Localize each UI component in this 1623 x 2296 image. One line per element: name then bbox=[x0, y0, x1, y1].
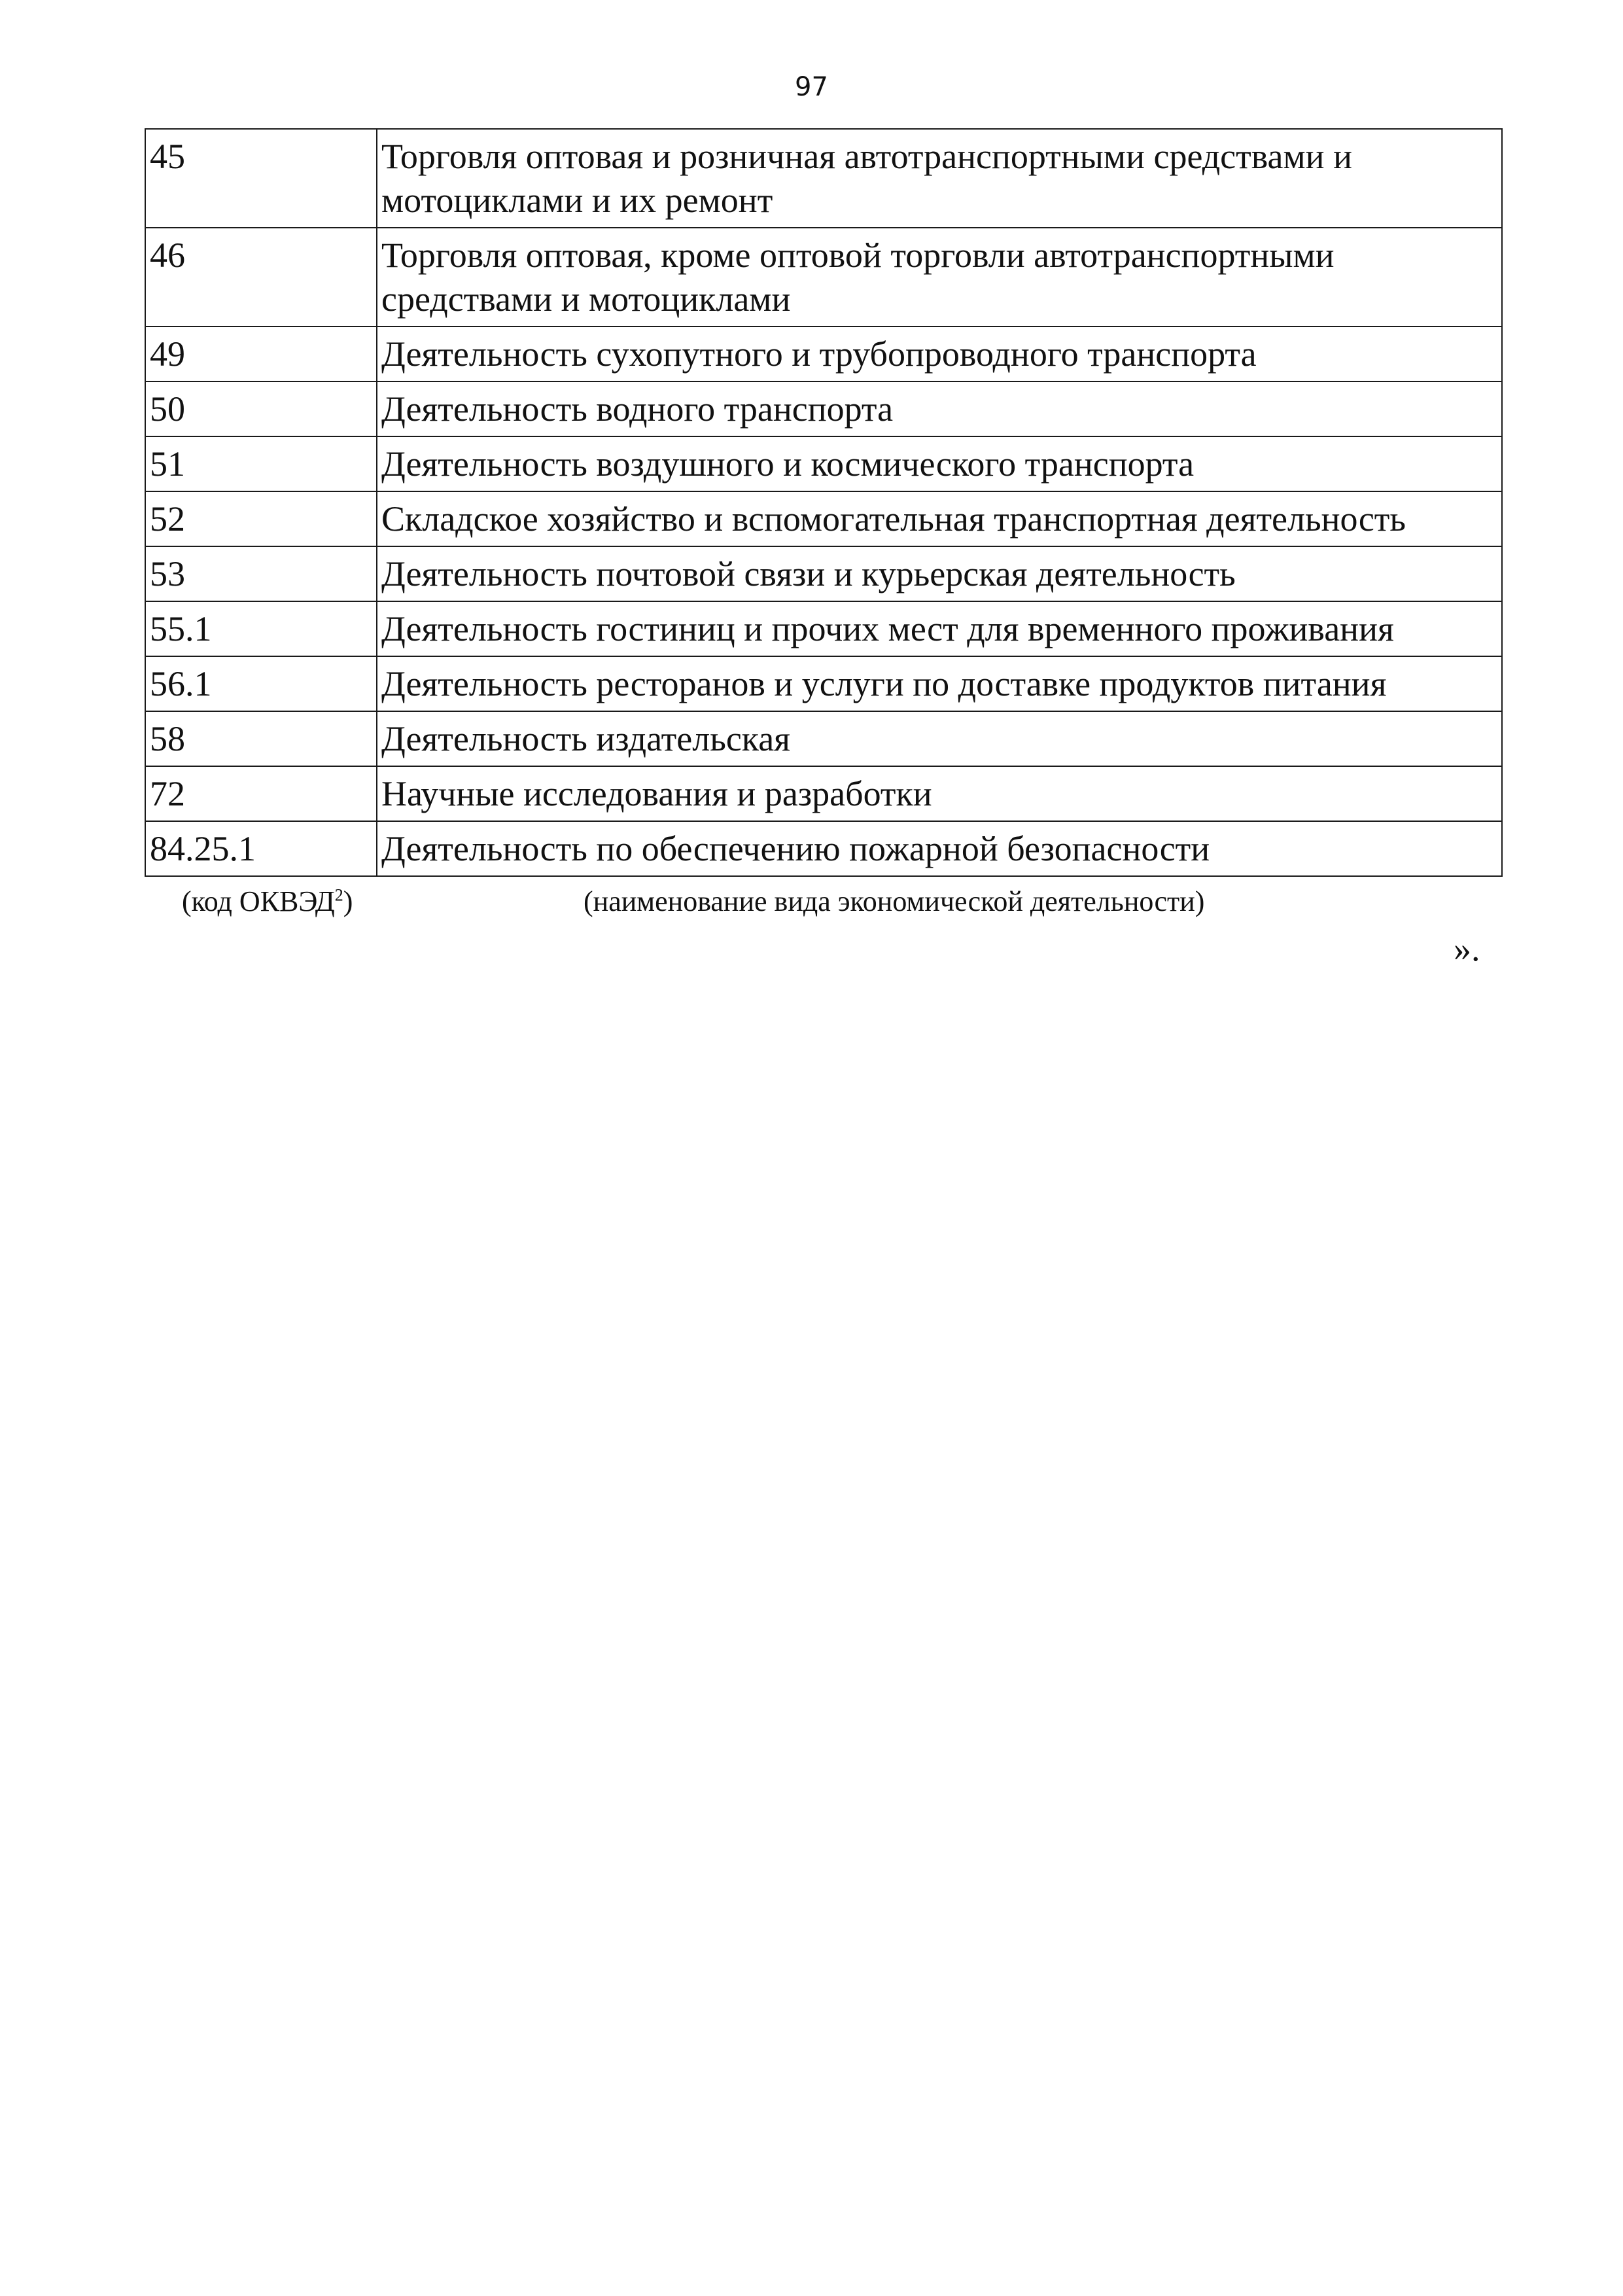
closing-quote-mark: ». bbox=[1454, 929, 1480, 968]
table-row bbox=[145, 546, 1502, 601]
okved-code-cell: 51 bbox=[145, 436, 377, 491]
activity-name-cell: Деятельность воздушного и космического транспорта bbox=[377, 436, 1502, 491]
activity-name-cell: Складское хозяйство и вспомогательная транспортная деятельность bbox=[377, 491, 1502, 546]
table-row bbox=[145, 228, 1502, 327]
table-row bbox=[145, 821, 1502, 876]
code-column-caption bbox=[182, 883, 353, 920]
activity-name-cell: Деятельность почтовой связи и курьерская деятельность bbox=[377, 546, 1502, 601]
activity-name-cell: Деятельность сухопутного и трубопроводного транспорта bbox=[377, 327, 1502, 381]
activity-name-cell: Деятельность издательская bbox=[377, 711, 1502, 766]
activity-name-cell: Деятельность по обеспечению пожарной безопасности bbox=[377, 821, 1502, 876]
activity-name-cell: Деятельность ресторанов и услуги по доставке продуктов питания bbox=[377, 656, 1502, 711]
code-caption-prefix: (код ОКВЭД bbox=[182, 885, 335, 917]
okved-code-cell: 49 bbox=[145, 327, 377, 381]
page-number: 97 bbox=[795, 72, 828, 102]
okved-code-cell: 84.25.1 bbox=[145, 821, 377, 876]
activity-name-cell: Деятельность гостиниц и прочих мест для временного проживания bbox=[377, 601, 1502, 656]
table-row bbox=[145, 491, 1502, 546]
name-column-caption: (наименование вида экономической деятельности) bbox=[584, 885, 1205, 917]
okved-code-cell: 56.1 bbox=[145, 656, 377, 711]
okved-code-cell: 50 bbox=[145, 381, 377, 436]
table-row bbox=[145, 129, 1502, 228]
activity-name-cell: Деятельность водного транспорта bbox=[377, 381, 1502, 436]
okved-code-cell: 45 bbox=[145, 129, 377, 228]
table-row bbox=[145, 656, 1502, 711]
okved-code-cell: 58 bbox=[145, 711, 377, 766]
table-row bbox=[145, 711, 1502, 766]
okved-code-cell: 46 bbox=[145, 228, 377, 327]
okved-table bbox=[145, 128, 1503, 877]
activity-name-cell: Торговля оптовая и розничная автотранспортными средствами и мотоциклами и их ремонт bbox=[377, 129, 1502, 228]
code-caption-suffix: ) bbox=[343, 885, 353, 917]
table-row bbox=[145, 436, 1502, 491]
footnote-marker: 2 bbox=[334, 885, 343, 905]
activity-name-cell: Торговля оптовая, кроме оптовой торговли автотранспортными средствами и мотоциклами bbox=[377, 228, 1502, 327]
table-row bbox=[145, 766, 1502, 821]
table-row bbox=[145, 381, 1502, 436]
activity-name-cell: Научные исследования и разработки bbox=[377, 766, 1502, 821]
okved-code-cell: 52 bbox=[145, 491, 377, 546]
table-row bbox=[145, 327, 1502, 381]
okved-code-cell: 72 bbox=[145, 766, 377, 821]
okved-code-cell: 53 bbox=[145, 546, 377, 601]
okved-code-cell: 55.1 bbox=[145, 601, 377, 656]
table-row bbox=[145, 601, 1502, 656]
